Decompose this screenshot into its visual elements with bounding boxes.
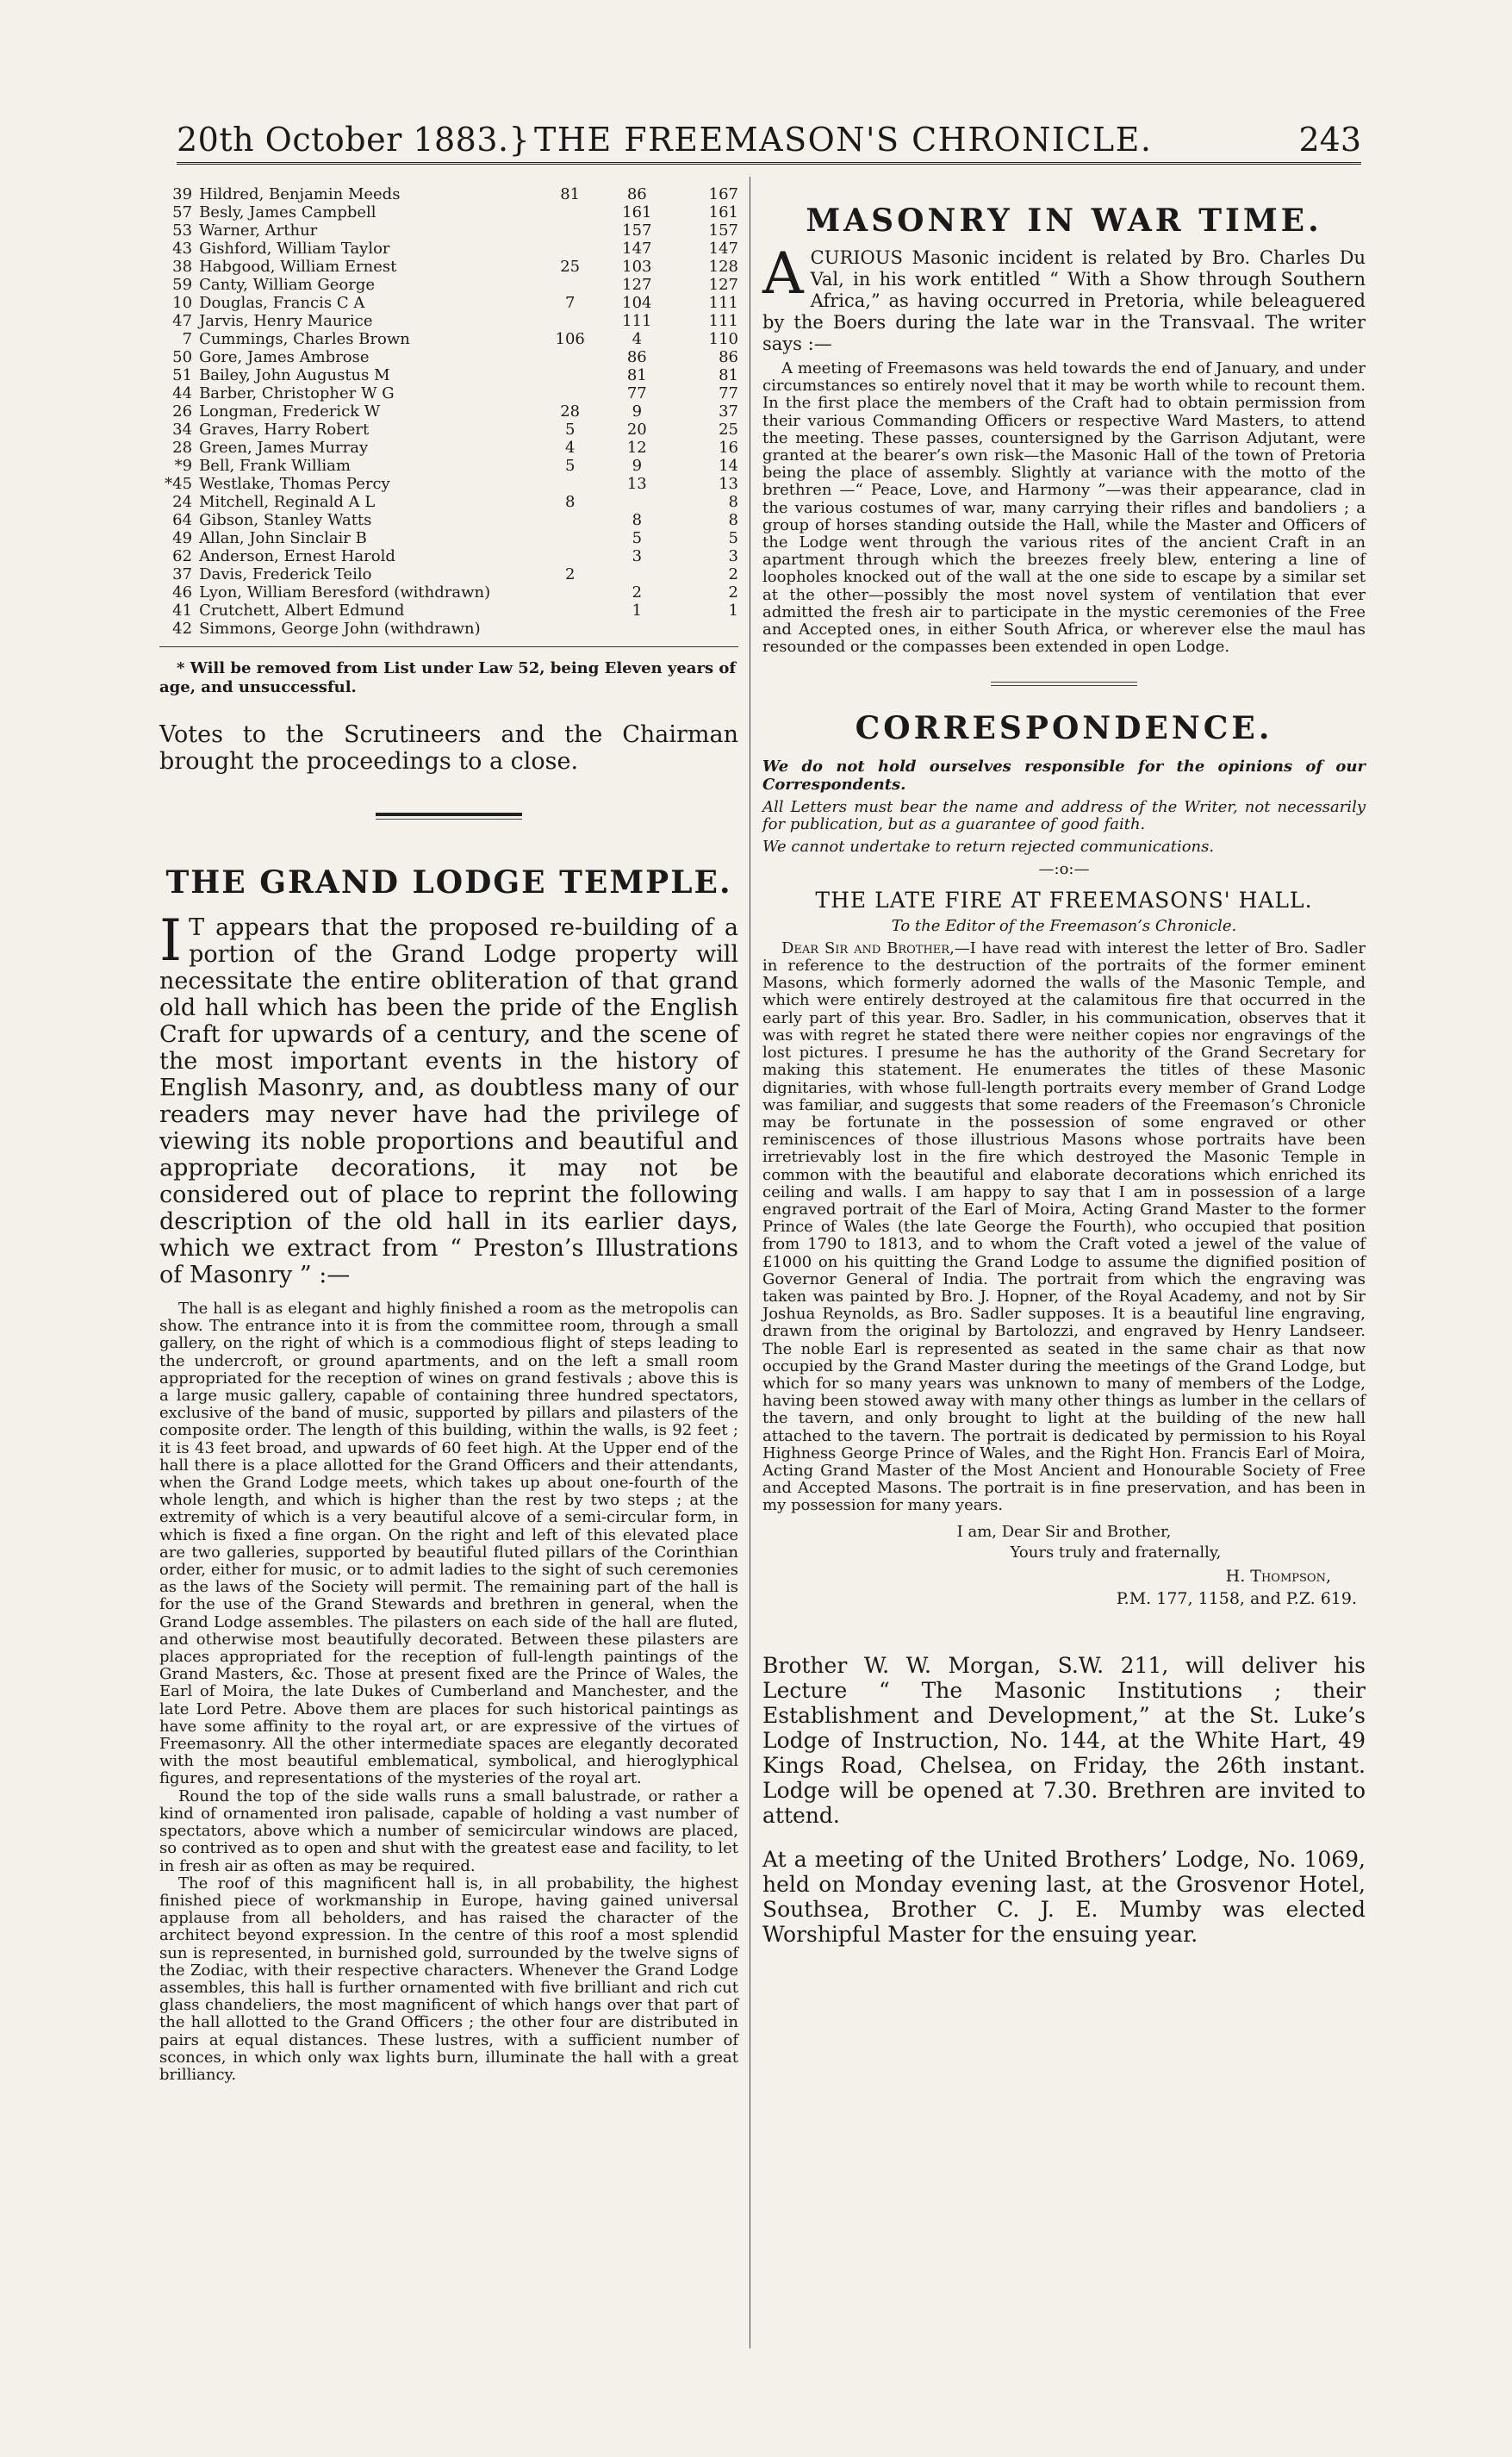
cell-total: 128 [708,258,738,276]
cell-num: 62 [172,547,193,565]
table-row [159,421,738,439]
cell-col2: 161 [622,203,652,221]
cell-total: 111 [708,294,738,312]
table-row [159,348,738,366]
table-row [159,457,738,475]
cell-num: 44 [172,384,193,402]
table-row [159,565,738,583]
table-row [159,493,738,511]
header-title: THE FREEMASON'S CHRONICLE. [534,121,1153,159]
cell-col1 [544,583,596,602]
cell-num: 37 [172,565,193,583]
cell-col2: 2 [632,583,643,602]
grand-lodge-intro [159,907,738,1288]
cell-total: 147 [708,240,738,258]
cell-name: Jarvis, Henry Maurice [199,312,373,330]
table-row [159,547,738,565]
cell-name: Gibson, Stanley Watts [199,511,372,529]
cell-name: Lyon, William Beresford (withdrawn) [199,583,491,602]
cell-total: 2 [728,565,738,583]
cell-col1: 25 [560,258,581,276]
cell-total: 14 [719,457,738,475]
table-row [159,330,738,348]
cell-total: 127 [708,276,738,294]
cell-total: 5 [728,529,738,547]
cell-col1 [544,511,596,529]
cell-col2 [596,493,678,511]
table-row [159,203,738,221]
cell-col2: 111 [622,312,652,330]
cell-name: Warner, Arthur [199,221,318,240]
cell-col1 [544,547,596,565]
cell-col1: 81 [560,185,581,203]
cell-col2: 103 [622,258,652,276]
cell-num: *45 [165,475,193,493]
cell-name: Hildred, Benjamin Meeds [199,185,401,203]
cell-col2: 127 [622,276,652,294]
cell-name: Besly, James Campbell [199,203,376,221]
votes-closing: Votes to the Scrutineers and the Chairman brought the proceedings to a close. [159,721,738,775]
grand-lodge-title: THE GRAND LODGE TEMPLE. [165,864,732,901]
right-column [762,185,1366,1947]
notice-united-brothers: At a meeting of the United Brothers’ Lodge, No. 1069, held on Monday evening last, at the Grosvenor Hotel, Southsea, Brother C. J. E. Mumby was elected Worshipful Master for the ensuing year. [762,1846,1366,1947]
letter-body [762,940,1366,1515]
cell-col1 [544,475,596,493]
cell-num: 53 [172,221,193,240]
table-row [159,366,738,384]
cell-total: 111 [708,312,738,330]
cell-col1 [544,312,596,330]
letter-salutation: Dear Sir and Brother, [781,939,955,957]
cell-col1 [544,620,596,638]
letter-closing-1: I am, Dear Sir and Brother, [956,1522,1172,1541]
cell-col1 [544,529,596,547]
cell-name: Crutchett, Albert Edmund [199,602,405,620]
cell-num: 26 [172,402,193,421]
dropcap: I [159,907,183,974]
cell-col2: 86 [626,348,647,366]
cell-total: 8 [728,493,738,511]
cell-num: 28 [172,439,193,457]
cell-total: 157 [708,221,738,240]
cell-total: 1 [728,602,738,620]
cell-num: *9 [174,457,193,475]
cell-num: 34 [172,421,193,439]
cell-name: Barber, Christopher W G [199,384,395,402]
cell-num: 57 [172,203,193,221]
masonry-war-title: MASONRY IN WAR TIME. [806,203,1322,239]
cell-col1: 5 [564,457,576,475]
cell-total: 86 [719,348,738,366]
cell-total: 161 [708,203,738,221]
cell-col2: 3 [632,547,643,565]
cell-col2: 5 [632,529,643,547]
cell-num: 41 [172,602,193,620]
table-row [159,511,738,529]
header-date: 20th October 1883.} [177,121,531,159]
cell-total: 13 [719,475,738,493]
cell-col1 [544,366,596,384]
letter-body-text: —I have read with interest the letter of Bro. Sadler in reference to the destruction of the portraits of the former eminent Masons, which formerly adorned the walls of the Masonic Temple, and which were entirely destroyed at the calamitous fire that occurred in the early part of this year. Bro. Sadler, in his communication, observes that it was with regret he stated there were neither copies nor engravings of the lost pictures. I presume he has the authority of the Grand Secretary for making this statement. He enumerates the titles of these Masonic dignitaries, with whose full-length portraits every member of Grand Lodge was familiar, and suggests that some readers of the Freemason’s Chronicle may be fortunate in the possession of some engraved or other reminiscences of those illustrious Masons whose portraits have been irretrievably lost in the fire which destroyed the Masonic Temple in common with the beautiful and elaborate decorations which enriched its ceiling and walls. I am happy to say that I am in possession of a large engraved portrait of the Earl of Moira, Acting Grand Master to the former Prince of Wales (the late George the Fourth), who occupied that position from 1790 to 1813, and to whom the Craft voted a jewel of the value of £1000 on his quitting the Grand Lodge to assume the dignified position of Governor General of India. The portrait from which the engraving was taken was painted by Bro. J. Hopner, of the Royal Academy, and not by Sir Joshua Reynolds, as Bro. Sadler supposes. It is a beautiful line engraving, drawn from the original by Bartolozzi, and engraved by Henry Landseer. The noble Earl is represented as seated in the same chair as that now occupied by the Grand Master during the meetings of the Grand Lodge, but which for so many years was unknown to many of members of the Lodge, having been stowed away with many other things as lumber in the cellars of the tavern, and only brought to light at the building of the new hall attached to the tavern. The portrait is dedicated by permission to his Royal Highness George Prince of Wales, and the Right Hon. Francis Earl of Moira, Acting Grand Master of the Most Ancient and Honourable Society of Free and Accepted Masons. The portrait is in fine preservation, and has been in my possession for many years. [762,939,1366,1515]
table-row [159,221,738,240]
cell-num: 7 [182,330,193,348]
cell-total: 37 [719,402,738,421]
cell-name: Habgood, William Ernest [199,258,397,276]
votes-table [159,185,738,638]
cell-num: 49 [172,529,193,547]
cell-col2: 147 [622,240,652,258]
header-rule [177,162,1361,165]
grand-lodge-p3: The roof of this magnificent hall is, in all probability, the highest finished piece of workmanship in Europe, having gained universal applause from all beholders, and has raised the character of the architect beyond expression. In the centre of this roof a most splendid sun is represented, in burnished gold, surrounded by the twelve signs of the Zodiac, with their respective characters. Whenever the Grand Lodge assembles, this hall is further ornamented with five brilliant and rich cut glass chandeliers, the most magnificent of which hangs over that part of the hall allotted to the Grand Officers ; the other four are distributed in pairs at equal distances. These lustres, with a sufficient number of sconces, in which only wax lights burn, illuminate the hall with a great brilliancy. [159,1874,738,2084]
cell-col1 [544,602,596,620]
cell-total: 2 [728,583,738,602]
table-row [159,529,738,547]
cell-num: 51 [172,366,193,384]
cell-name: Gishford, William Taylor [199,240,390,258]
cell-total: 8 [728,511,738,529]
cell-col2: 1 [632,602,643,620]
cell-col1 [544,276,596,294]
cell-name: Mitchell, Reginald A L [199,493,376,511]
cell-name: Davis, Frederick Teilo [199,565,372,583]
section-rule [376,813,522,816]
masonry-war-intro-text: CURIOUS Masonic incident is related by Bro. Charles Du Val, in his work entitled “ With a Show through Southern Africa,” as having occurred in Pretoria, while beleaguered by the Boers during the late war in the Transvaal. The writer says :— [762,247,1366,354]
grand-lodge-intro-text: T appears that the proposed re-building of a portion of the Grand Lodge property will necessitate the entire obliteration of that grand old hall which has been the pride of the English Craft for upwards of a century, and the scene of the most important events in the history of English Masonry, and, as doubtless many of our readers may never have had the privilege of viewing its noble proportions and beautiful and appropriate decorations, it may not be considered out of place to reprint the following description of the old hall in its earlier days, which we extract from “ Preston’s Illustrations of Masonry ” :— [159,914,738,1288]
section-rule [376,819,522,820]
correspondence-note-1: We do not hold ourselves responsible for the opinions of our Correspondents. [762,758,1366,794]
table-row [159,620,738,638]
cell-col2: 104 [622,294,652,312]
table-row [159,402,738,421]
votes-footnote: * Will be removed from List under Law 52, being Eleven years of age, and unsuccessful. [159,659,737,696]
cell-col2 [596,620,678,638]
cell-name: Westlake, Thomas Percy [199,475,390,493]
dropcap: A [762,240,804,307]
cell-num: 50 [172,348,193,366]
cell-col2: 157 [622,221,652,240]
cell-col2: 8 [632,511,643,529]
cell-num: 46 [172,583,193,602]
left-column [159,185,738,2084]
cell-col1 [544,203,596,221]
cell-num: 47 [172,312,193,330]
correspondence-title: CORRESPONDENCE. [855,710,1273,747]
cell-name: Bailey, John Augustus M [199,366,390,384]
cell-col2: 86 [626,185,647,203]
table-row [159,258,738,276]
cell-name: Canty, William George [199,276,375,294]
cell-col1: 28 [560,402,581,421]
cell-num: 64 [172,511,193,529]
cell-name: Longman, Frederick W [199,402,381,421]
cell-name: Anderson, Ernest Harold [199,547,395,565]
notice-morgan: Brother W. W. Morgan, S.W. 211, will deliver his Lecture “ The Masonic Institutions ; their Establishment and Development,” at the St. Luke’s Lodge of Instruction, No. 144, at the White Hart, 49 Kings Road, Chelsea, on Friday, the 26th instant. Lodge will be opened at 7.30. Brethren are invited to attend. [762,1652,1366,1828]
cell-num: 38 [172,258,193,276]
masonry-war-body: A meeting of Freemasons was held towards the end of January, and under circumstances so entirely novel that it may be worth while to recount them. In the first place the members of the Craft had to obtain permission from their various Commanding Officers or respective Ward Masters, to attend the meeting. These passes, countersigned by the Garrison Adjutant, were granted at the bearer’s own risk—the Masonic Hall of the town of Pretoria being the place of assembly. Slightly at variance with the motto of the brethren —“ Peace, Love, and Harmony ”—was their appearance, clad in the various costumes of war, many carrying their rifles and bandoliers ; a group of horses standing outside the Hall, while the Master and Officers of the Lodge went through the various rites of the ancient Craft in an apartment through which the breezes freely blew, entering a line of loopholes knocked out of the wall at the one side to escape by a similar set at the other—possibly the most novel system of ventilation that ever admitted the fresh air to participate in the mystic ceremonies of the Free and Accepted ones, in either South Africa, or wherever else the maul has resounded or the compasses been extended in open Lodge. [762,359,1366,657]
grand-lodge-p2: Round the top of the side walls runs a small balustrade, or rather a kind of ornamented iron palisade, capable of holding a vast number of spectators, above which a number of semicircular windows are placed, so contrived as to open and shut with the greatest ease and facility, to let in fresh air as often as may be required. [159,1787,738,1875]
cell-col1: 106 [555,330,585,348]
correspondence-separator: —:o:— [1038,860,1090,879]
cell-col2: 9 [632,457,643,475]
letter-signature-name: H. Thompson, [1225,1566,1331,1586]
cell-col2: 12 [626,439,647,457]
grand-lodge-p1: The hall is as elegant and highly finished a room as the metropolis can show. The entrance into it is from the committee room, through a small gallery, on the right of which is a commodious flight of steps leading to the undercroft, or ground apartments, and on the left a small room appropriated for the reception of wines on grand festivals ; above this is a large music gallery, capable of containing three hundred spectators, exclusive of the band of music, supported by pillars and pilasters of the composite order. The length of this building, within the walls, is 92 feet ; it is 43 feet broad, and upwards of 60 feet high. At the Upper end of the hall there is a place allotted for the Grand Officers and their attendants, when the Grand Lodge meets, which takes up about one-fourth of the whole length, and which is higher than the rest by two steps ; at the extremity of which is a very beautiful alcove of a semi-circular form, in which is fixed a fine organ. On the right and left of this elevated place are two galleries, supported by beautiful fluted pillars of the Corinthian order, either for music, or to admit ladies to the sight of such ceremonies as the laws of the Society will permit. The remaining part of the hall is for the use of the Grand Stewards and brethren in general, when the Grand Lodge assembles. The pilasters on each side of the hall are fluted, and otherwise most beautifully decorated. Between these pilasters are places appropriated for the reception of full-length paintings of the Grand Masters, &c. Those at present fixed are the Prince of Wales, the Earl of Moira, the late Dukes of Cumberland and Manchester, and the late Lord Petre. Above them are places for such historical paintings as have some affinity to the royal art, or are expressive of the virtues of Freemasonry. All the other intermediate spaces are elegantly decorated with the most beautiful emblematical, symbolical, and hieroglyphical figures, and representations of the mysteries of the royal art. [159,1300,738,1788]
table-row [159,294,738,312]
table-row [159,439,738,457]
header-page-number: 243 [1298,121,1361,159]
cell-col1: 2 [564,565,576,583]
table-rule [159,646,738,647]
cell-name: Allan, John Sinclair B [199,529,367,547]
cell-num: 10 [172,294,193,312]
cell-total: 3 [728,547,738,565]
cell-col1 [544,221,596,240]
cell-col2: 20 [626,421,647,439]
table-row [159,583,738,602]
table-row [159,185,738,203]
table-row [159,602,738,620]
cell-total: 77 [719,384,738,402]
cell-col1 [544,348,596,366]
cell-name: Simmons, George John (withdrawn) [199,620,481,638]
cell-total: 81 [719,366,738,384]
table-row [159,276,738,294]
masonry-war-intro [762,240,1366,355]
section-rule [991,682,1137,683]
correspondence-note-3: We cannot undertake to return rejected communications. [762,838,1215,857]
page-header [177,121,1361,172]
cell-total: 25 [719,421,738,439]
cell-total: 110 [708,330,738,348]
cell-col2 [596,565,678,583]
cell-col2: 77 [626,384,647,402]
cell-total: 16 [719,439,738,457]
cell-col2: 81 [626,366,647,384]
cell-col1: 4 [564,439,576,457]
cell-name: Cummings, Charles Brown [199,330,410,348]
cell-num: 59 [172,276,193,294]
cell-col1: 8 [564,493,576,511]
cell-total: 167 [708,185,738,203]
table-row [159,240,738,258]
cell-num: 42 [172,620,193,638]
cell-num: 24 [172,493,193,511]
cell-name: Green, James Murray [199,439,369,457]
table-row [159,312,738,330]
cell-name: Bell, Frank William [199,457,351,475]
letter-title: THE LATE FIRE AT FREEMASONS' HALL. [815,887,1313,913]
letter-signature-title: P.M. 177, 1158, and P.Z. 619. [1116,1588,1357,1608]
letter-closing-2: Yours truly and fraternally, [1010,1543,1222,1562]
cell-col2: 4 [632,330,643,348]
cell-total [678,620,738,638]
cell-col2: 9 [632,402,643,421]
correspondence-note-2: All Letters must bear the name and address of the Writer, not necessarily for publication, but as a guarantee of good faith. [762,797,1366,834]
cell-col1: 5 [564,421,576,439]
cell-name: Gore, James Ambrose [199,348,370,366]
table-row [159,475,738,493]
cell-col2: 13 [626,475,647,493]
table-row [159,384,738,402]
cell-name: Douglas, Francis C A [199,294,365,312]
cell-name: Graves, Harry Robert [199,421,370,439]
cell-col1: 7 [564,294,576,312]
cell-num: 43 [172,240,193,258]
letter-to: To the Editor of the Freemason’s Chronicle. [891,916,1237,935]
section-rule [991,685,1137,686]
cell-col1 [544,240,596,258]
cell-col1 [544,384,596,402]
cell-num: 39 [172,185,193,203]
